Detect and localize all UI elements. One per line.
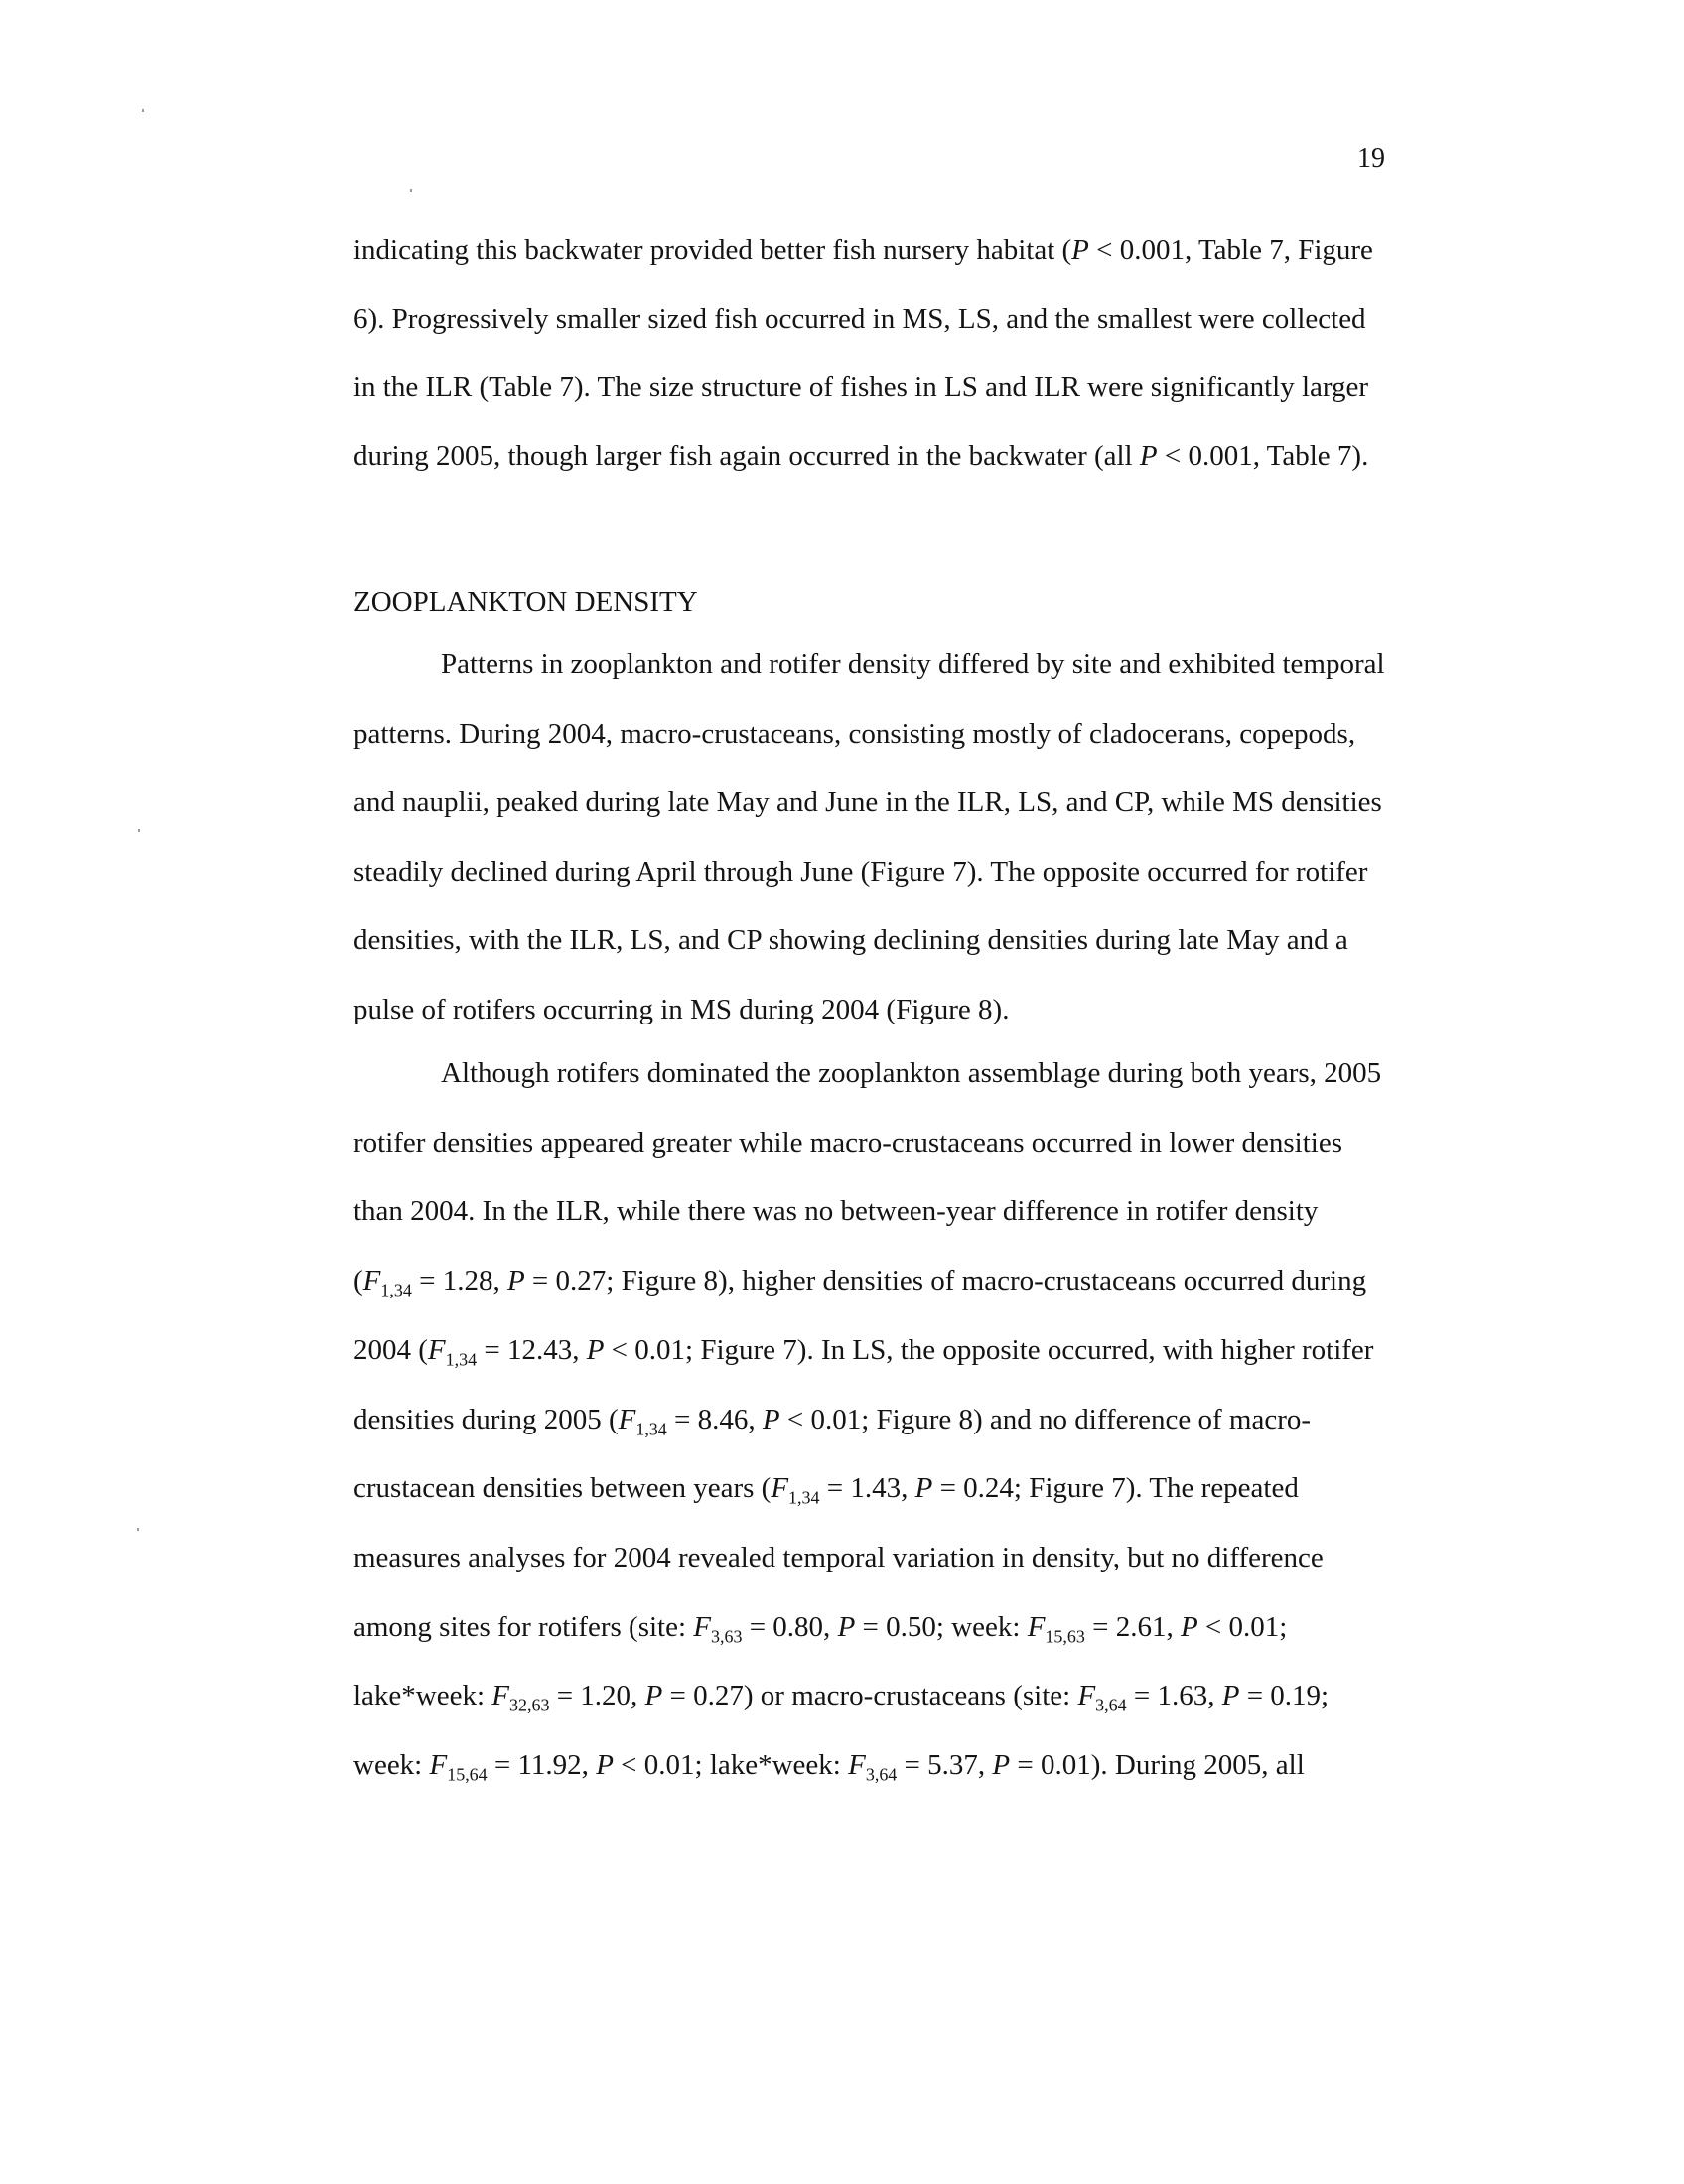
italic-p: P (992, 1749, 1011, 1781)
text: during 2005, though larger fish again occurred in the backwater (all (353, 440, 1140, 472)
italic-f: F (693, 1611, 711, 1643)
subscript: 15,64 (447, 1764, 488, 1785)
paragraph3-line9 (353, 1611, 1288, 1647)
text: < 0.01; lake*week: (613, 1749, 849, 1781)
text: < 0.01; Figure 8) and no difference of macro- (779, 1404, 1312, 1435)
text: < 0.001, Table 7). (1157, 440, 1369, 472)
text: = 0.50; week: (855, 1611, 1028, 1643)
text: = 0.80, (742, 1611, 838, 1643)
italic-p: P (1139, 440, 1158, 472)
text: = 0.24; Figure 7). The repeated (932, 1472, 1299, 1504)
paragraph1-line2: 6). Progressively smaller sized fish occurred in MS, LS, and the smallest were collected (353, 303, 1366, 335)
text: = 1.28, (411, 1265, 507, 1297)
text: lake*week: (353, 1680, 492, 1711)
paragraph3-line3: than 2004. In the ILR, while there was no between-year difference in rotifer density (353, 1195, 1319, 1227)
text: = 8.46, (666, 1404, 763, 1435)
text: = 1.20, (549, 1680, 645, 1711)
text: < 0.001, Table 7, Figure (1088, 234, 1373, 266)
paragraph2-line3: and nauplii, peaked during late May and June in the ILR, LS, and CP, while MS densities (353, 786, 1382, 818)
italic-f: F (1077, 1680, 1096, 1711)
text: = 12.43, (477, 1334, 587, 1366)
italic-p: P (506, 1265, 525, 1297)
paragraph2-line5: densities, with the ILR, LS, and CP showing declining densities during late May and a (353, 924, 1348, 956)
text: = 11.92, (487, 1749, 597, 1781)
text: = 0.19; (1239, 1680, 1330, 1711)
text: densities during 2005 ( (353, 1404, 619, 1435)
scan-speck (138, 829, 140, 832)
italic-p: P (837, 1611, 856, 1643)
paragraph1-line1 (353, 236, 1373, 265)
paragraph3-line8: measures analyses for 2004 revealed temporal variation in density, but no difference (353, 1542, 1324, 1573)
paragraph2-line4: steadily declined during April through June (Figure 7). The opposite occurred for rotifer (353, 856, 1368, 887)
scan-speck (142, 109, 144, 112)
subscript: 32,63 (509, 1695, 550, 1715)
text: = 5.37, (897, 1749, 993, 1781)
text: = 0.27; Figure 8), higher densities of macro-crustaceans occurred during (524, 1265, 1367, 1297)
text: < 0.01; Figure 7). In LS, the opposite occurred, with higher rotifer (604, 1334, 1374, 1366)
italic-f: F (491, 1680, 510, 1711)
paragraph3-line5 (353, 1334, 1374, 1370)
paragraph1-line4 (353, 442, 1368, 471)
italic-f: F (362, 1265, 381, 1297)
section-heading: ZOOPLANKTON DENSITY (353, 586, 698, 617)
italic-p: P (644, 1680, 663, 1711)
text: = 0.01). During 2005, all (1010, 1749, 1305, 1781)
text: < 0.01; (1197, 1611, 1288, 1643)
italic-p: P (1071, 234, 1089, 266)
italic-f: F (1027, 1611, 1046, 1643)
subscript: 3,63 (711, 1626, 743, 1647)
paragraph3-line4 (353, 1265, 1367, 1300)
paragraph3-line6 (353, 1404, 1312, 1439)
paragraph3-line1: Although rotifers dominated the zooplankton assemblage during both years, 2005 (441, 1057, 1382, 1089)
text: crustacean densities between years ( (353, 1472, 772, 1504)
text: = 2.61, (1084, 1611, 1181, 1643)
italic-f: F (427, 1334, 446, 1366)
text: among sites for rotifers (site: (353, 1611, 694, 1643)
italic-p: P (586, 1334, 605, 1366)
scan-speck (137, 1528, 139, 1531)
paragraph2-line6: pulse of rotifers occurring in MS during 2004 (Figure 8). (353, 994, 1010, 1025)
page-number: 19 (1357, 143, 1385, 174)
paragraph2-line2: patterns. During 2004, macro-crustaceans, consisting mostly of cladocerans, copepods, (353, 718, 1356, 750)
italic-p: P (596, 1749, 614, 1781)
italic-p: P (1221, 1680, 1240, 1711)
paragraph3-line11 (353, 1749, 1305, 1785)
paragraph3-line7 (353, 1472, 1299, 1508)
italic-f: F (771, 1472, 789, 1504)
subscript: 1,34 (445, 1349, 478, 1370)
scan-speck (410, 189, 412, 192)
subscript: 3,64 (865, 1764, 898, 1785)
italic-f: F (429, 1749, 448, 1781)
paragraph3-line10 (353, 1680, 1330, 1715)
subscript: 15,63 (1045, 1626, 1085, 1647)
italic-p: P (1180, 1611, 1198, 1643)
subscript: 3,64 (1095, 1695, 1127, 1715)
subscript: 1,34 (380, 1280, 412, 1300)
paragraph1-line3: in the ILR (Table 7). The size structure of fishes in LS and ILR were significantly larger (353, 371, 1369, 403)
text: indicating this backwater provided better fish nursery habitat ( (353, 234, 1072, 266)
text: = 1.43, (819, 1472, 915, 1504)
text: = 1.63, (1126, 1680, 1222, 1711)
paragraph2-line1: Patterns in zooplankton and rotifer density differed by site and exhibited temporal (441, 648, 1385, 680)
text: week: (353, 1749, 430, 1781)
text: = 0.27) or macro-crustaceans (site: (662, 1680, 1078, 1711)
text: ( (353, 1265, 363, 1297)
italic-p: P (762, 1404, 780, 1435)
paragraph3-line2: rotifer densities appeared greater while macro-crustaceans occurred in lower densities (353, 1127, 1343, 1159)
italic-f: F (848, 1749, 866, 1781)
subscript: 1,34 (788, 1487, 820, 1508)
text: 2004 ( (353, 1334, 428, 1366)
subscript: 1,34 (635, 1419, 667, 1439)
italic-p: P (914, 1472, 933, 1504)
italic-f: F (618, 1404, 636, 1435)
